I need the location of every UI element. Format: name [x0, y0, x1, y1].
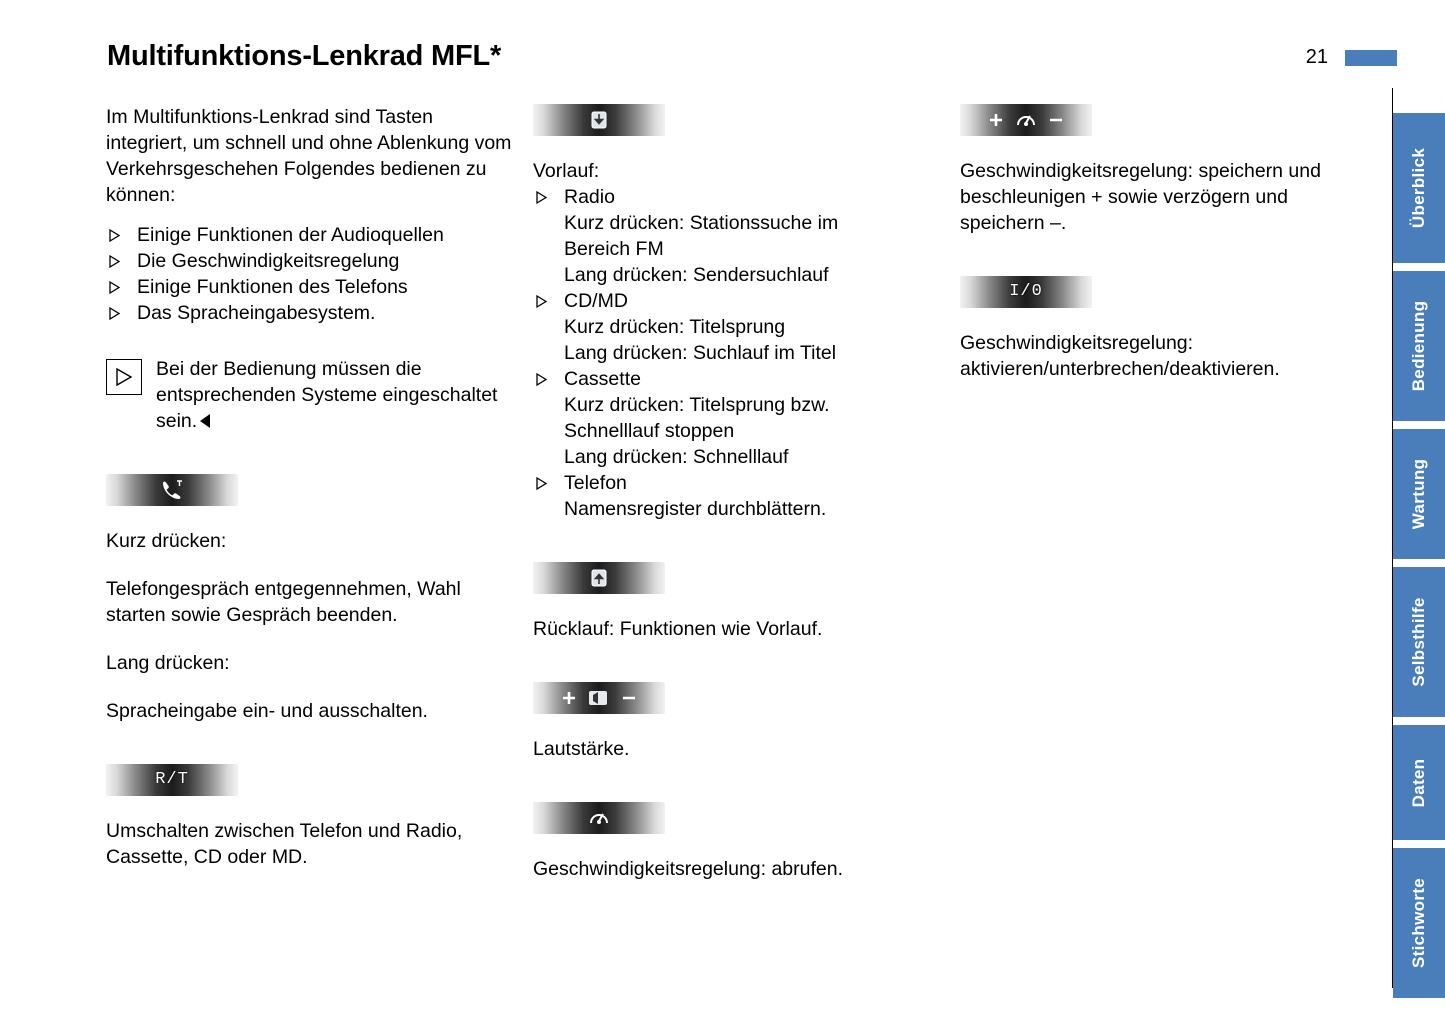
list-item-line: Kurz drücken: Titelsprung bzw.	[564, 394, 830, 416]
note-block	[106, 356, 518, 434]
list-item	[533, 470, 933, 522]
list-item-line: Namensregister durchblättern.	[564, 498, 827, 520]
tab-stichworte[interactable]	[1393, 848, 1445, 998]
list-item-label: Einige Funktionen des Telefons	[137, 276, 408, 298]
feature-list	[106, 222, 518, 326]
column-right	[960, 104, 1370, 382]
list-item	[533, 184, 933, 288]
tab-ueberblick[interactable]	[1393, 113, 1445, 263]
triangle-bullet-icon	[535, 190, 548, 205]
note-label: Bei der Bedienung müssen die entsprechenden Systeme eingeschaltet sein.	[156, 358, 498, 432]
list-item	[106, 300, 518, 326]
list-item-title: Radio	[564, 186, 615, 208]
page-title: Multifunktions-Lenkrad MFL*	[107, 40, 502, 72]
tab-label: Überblick	[1409, 147, 1428, 229]
forward-button-pictogram	[533, 104, 665, 136]
list-item-label: Die Geschwindigkeitsregelung	[137, 250, 400, 272]
volume-button-pictogram	[533, 682, 665, 714]
page-number: 21	[1305, 46, 1328, 68]
tab-wartung[interactable]	[1393, 429, 1445, 559]
minus-icon	[621, 690, 637, 706]
list-item	[106, 248, 518, 274]
page-header	[107, 40, 1397, 86]
triangle-bullet-icon	[535, 294, 548, 309]
triangle-bullet-icon	[108, 280, 121, 295]
list-item-line: Lang drücken: Sendersuchlauf	[564, 264, 829, 286]
cruise-speed-button-pictogram	[960, 104, 1092, 136]
tab-daten[interactable]	[1393, 725, 1445, 840]
phone-button-pictogram	[106, 474, 238, 506]
note-text	[156, 356, 518, 434]
plus-icon	[561, 690, 577, 706]
rt-button-pictogram	[106, 764, 238, 796]
list-item-line: Lang drücken: Schnelllauf	[564, 446, 789, 468]
phone-short-press-label: Kurz drücken:	[106, 530, 227, 552]
phone-handset-icon	[159, 479, 185, 501]
tab-label: Stichworte	[1409, 878, 1428, 968]
speedometer-icon	[1013, 109, 1039, 131]
intro-paragraph: Im Multifunktions-Lenkrad sind Tasten integriert, um schnell und ohne Ablenkung vom Verkehrsgeschehen Folgendes bedienen zu können:	[106, 106, 512, 206]
speaker-icon	[586, 688, 612, 708]
cruise-recall-button-pictogram	[533, 802, 665, 834]
forward-list	[533, 184, 933, 522]
section-tab-strip	[1393, 113, 1445, 1006]
phone-long-press-label: Lang drücken:	[106, 652, 230, 674]
list-item-title: CD/MD	[564, 290, 628, 312]
triangle-bullet-icon	[108, 306, 121, 321]
page-number-accent-bar	[1345, 50, 1397, 66]
cruise-onoff-text: Geschwindigkeitsregelung: aktivieren/unterbrechen/deaktivieren.	[960, 332, 1280, 380]
phone-short-press-text: Telefongespräch entgegennehmen, Wahl starten sowie Gespräch beenden.	[106, 578, 461, 626]
rt-button-text: Umschalten zwischen Telefon und Radio, Cassette, CD oder MD.	[106, 820, 463, 868]
list-item-line: Kurz drücken: Stationssuche im	[564, 212, 839, 234]
note-end-marker	[200, 414, 210, 428]
volume-text: Lautstärke.	[533, 738, 630, 760]
column-middle	[533, 104, 933, 882]
tab-bedienung[interactable]	[1393, 271, 1445, 421]
speedometer-icon	[586, 807, 612, 829]
column-left	[106, 104, 518, 870]
play-triangle-icon	[106, 359, 142, 395]
list-item-title: Telefon	[564, 472, 627, 494]
rt-button-label: R/T	[155, 770, 189, 789]
triangle-bullet-icon	[108, 228, 121, 243]
arrow-up-icon	[588, 567, 610, 589]
cruise-recall-text: Geschwindigkeitsregelung: abrufen.	[533, 858, 844, 880]
cruise-onoff-button-pictogram	[960, 276, 1092, 308]
list-item-title: Cassette	[564, 368, 641, 390]
phone-long-press-text: Spracheingabe ein- und ausschalten.	[106, 700, 428, 722]
minus-icon	[1048, 112, 1064, 128]
tab-label: Daten	[1409, 758, 1428, 807]
tab-label: Bedienung	[1409, 300, 1428, 392]
list-item	[533, 366, 933, 470]
list-item-label: Einige Funktionen der Audioquellen	[137, 224, 444, 246]
list-item	[106, 222, 518, 248]
tab-label: Selbsthilfe	[1409, 597, 1428, 687]
list-item	[533, 288, 933, 366]
triangle-bullet-icon	[108, 254, 121, 269]
plus-icon	[988, 112, 1004, 128]
list-item-line: Schnelllauf stoppen	[564, 420, 735, 442]
rewind-button-pictogram	[533, 562, 665, 594]
list-item-label: Das Spracheingabesystem.	[137, 302, 376, 324]
tab-label: Wartung	[1409, 458, 1428, 530]
list-item-line: Lang drücken: Suchlauf im Titel	[564, 342, 837, 364]
triangle-bullet-icon	[535, 372, 548, 387]
list-item	[106, 274, 518, 300]
forward-heading: Vorlauf:	[533, 160, 600, 182]
list-item-line: Kurz drücken: Titelsprung	[564, 316, 786, 338]
triangle-bullet-icon	[535, 476, 548, 491]
arrow-down-icon	[588, 109, 610, 131]
cruise-onoff-button-label: I/0	[1009, 282, 1043, 301]
rewind-text: Rücklauf: Funktionen wie Vorlauf.	[533, 618, 823, 640]
cruise-speed-text: Geschwindigkeitsregelung: speichern und beschleunigen + sowie verzögern und speichern –.	[960, 160, 1321, 234]
list-item-line: Bereich FM	[564, 238, 664, 260]
tab-selbsthilfe[interactable]	[1393, 567, 1445, 717]
